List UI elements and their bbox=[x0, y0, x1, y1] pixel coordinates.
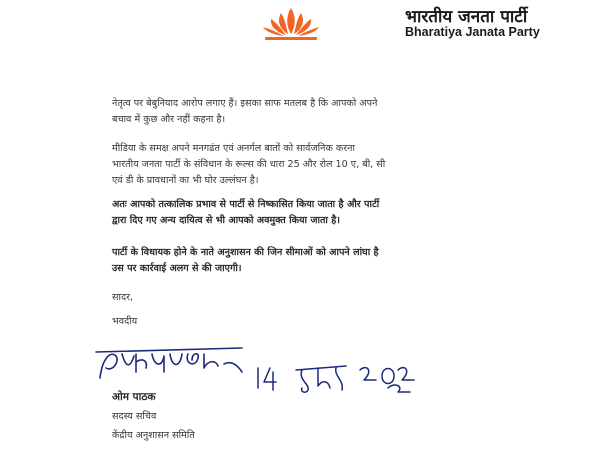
text-line: उस पर कार्रवाई अलग से की जाएगी। bbox=[112, 263, 242, 274]
signatory-name: ओम पाठक bbox=[112, 391, 156, 403]
lotus-logo-icon bbox=[255, 4, 327, 44]
paragraph-4 bbox=[112, 245, 379, 277]
text-line: नेतृत्व पर बेबुनियाद आरोप लगाए हैं। इसका साफ मतलब है कि आपको अपने bbox=[112, 98, 378, 109]
text-line: मीडिया के समक्ष अपने मनगढंत एवं अनर्गल बातों को सार्वजनिक करना bbox=[112, 143, 355, 154]
text-line: द्वारा दिए गए अन्य दायित्व से भी आपको अवमुक्त किया जाता है। bbox=[112, 215, 340, 226]
text-line: एवं डी के प्रावधानों का भी घोर उल्लंघन है। bbox=[112, 175, 259, 186]
org-name-english: Bharatiya Janata Party bbox=[405, 25, 540, 39]
signatory-committee: केंद्रीय अनुशासन समिति bbox=[112, 430, 195, 441]
paragraph-2 bbox=[112, 141, 385, 189]
paragraph-1 bbox=[112, 96, 377, 128]
text-line: अतः आपको तत्कालिक प्रभाव से पार्टी से निष्कासित किया जाता है और पार्टी bbox=[112, 199, 380, 210]
closing-salutation: सादर, bbox=[112, 292, 134, 303]
text-line: बचाव में कुछ और नहीं कहना है। bbox=[112, 114, 226, 125]
handwritten-signature bbox=[92, 338, 252, 384]
handwritten-date bbox=[248, 358, 418, 396]
signatory-designation: सदस्य सचिव bbox=[112, 411, 157, 422]
closing-yours: भवदीय bbox=[112, 316, 138, 327]
paragraph-3 bbox=[112, 197, 379, 229]
text-line: भारतीय जनता पार्टी के संविधान के रूल्स की धारा 25 और रोल 10 ए, बी, सी bbox=[112, 159, 386, 170]
text-line: पार्टी के विधायक होने के नाते अनुशासन की जिन सीमाओं को आपने लांघा है bbox=[112, 247, 379, 258]
org-name-hindi: भारतीय जनता पार्टी bbox=[405, 7, 528, 27]
